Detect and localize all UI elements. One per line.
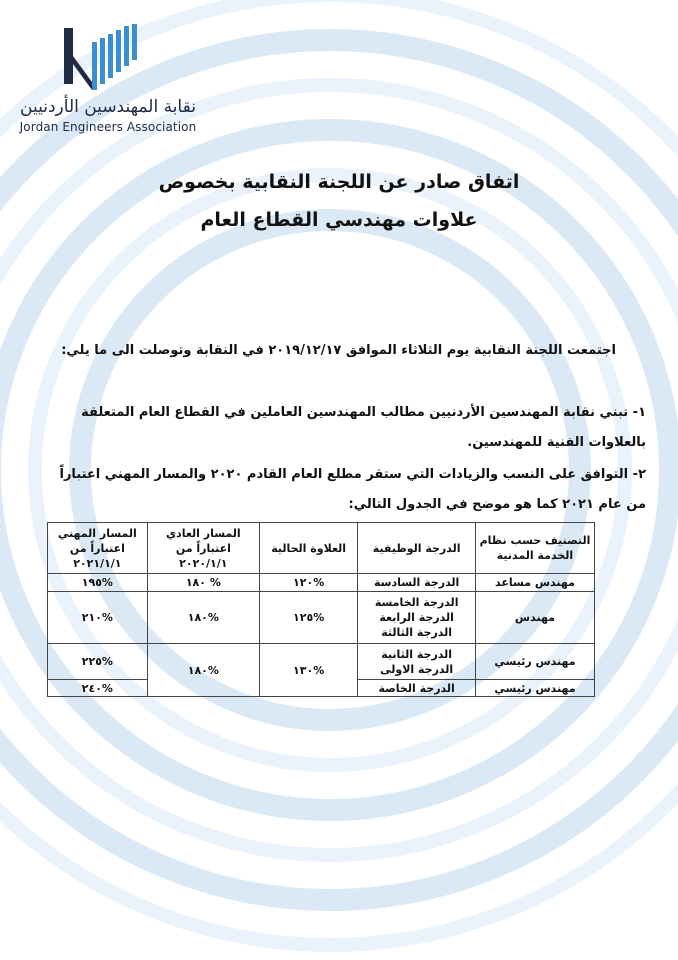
point-2: ٢- التوافق على النسب والزيادات التي ستقر مطلع العام القادم ٢٠٢٠ والمسار المهني اعتباراً من عام ٢٠٢١ كما هو موضح في الجدول التالي:: [59, 467, 646, 512]
grade-line: الدرجة الثالثة: [381, 626, 453, 639]
association-logo: [18, 24, 198, 134]
cell-current: ١٢٠%: [259, 574, 357, 592]
cell-classification: مهندس مساعد: [475, 574, 594, 592]
header-grade: الدرجة الوظيفية: [358, 523, 476, 574]
grade-line: الدرجة الاولى: [380, 662, 454, 676]
association-logo-mark: [62, 24, 142, 94]
header-classification: التصنيف حسب نظام الخدمة المدنية: [475, 523, 594, 574]
header-regular-track: المسار العادي اعتباراً من ٢٠٢٠/١/١: [147, 523, 259, 574]
cell-professional: ٢٢٥%: [48, 644, 148, 680]
table-row: [48, 644, 595, 680]
logo-arabic-name: نقابة المهندسين الأردنيين: [20, 97, 196, 117]
table-row: [48, 592, 595, 644]
cell-current: ١٢٥%: [259, 592, 357, 644]
cell-grade: [358, 592, 476, 644]
cell-professional: ٢١٠%: [48, 592, 148, 644]
document-title: اتفاق صادر عن اللجنة النقابية بخصوص: [158, 171, 520, 193]
cell-regular: ١٨٠%: [147, 592, 259, 644]
cell-regular: ١٨٠%: [147, 644, 259, 697]
cell-classification: مهندس رئيسي: [475, 644, 594, 680]
grade-line: الدرجة الخامسة: [374, 596, 459, 609]
cell-grade: الدرجة السادسة: [358, 574, 476, 592]
grade-line: الدرجة الرابعة: [379, 611, 454, 624]
cell-classification: مهندس: [475, 592, 594, 644]
cell-current: ١٣٠%: [259, 644, 357, 697]
grade-line: الدرجة الثانية: [381, 647, 453, 661]
point-1: ١- تبني نقابة المهندسين الأردنيين مطالب المهندسين العاملين في القطاع العام المتعلقة بالعلاوات الفنية للمهندسين.: [81, 405, 646, 450]
cell-regular: ١٨٠ %: [147, 574, 259, 592]
document-subtitle: علاوات مهندسي القطاع العام: [200, 209, 478, 231]
header-current-allowance: العلاوة الحالية: [259, 523, 357, 574]
cell-grade: [358, 644, 476, 680]
logo-english-name: Jordan Engineers Association: [19, 120, 197, 134]
cell-grade: الدرجة الخاصة: [358, 680, 476, 697]
allowance-table: [47, 522, 595, 697]
cell-professional: ١٩٥%: [48, 574, 148, 592]
cell-professional: ٢٤٠%: [48, 680, 148, 697]
table-row: [48, 574, 595, 592]
intro-paragraph: اجتمعت اللجنة النقابية يوم الثلاثاء الموافق ٢٠١٩/١٢/١٧ في النقابة وتوصلت الى ما يلي:: [61, 343, 616, 358]
header-professional-track: المسار المهني اعتباراً من ٢٠٢١/١/١: [48, 523, 148, 574]
table-header-row: [48, 523, 595, 574]
cell-classification: مهندس رئيسي: [475, 680, 594, 697]
